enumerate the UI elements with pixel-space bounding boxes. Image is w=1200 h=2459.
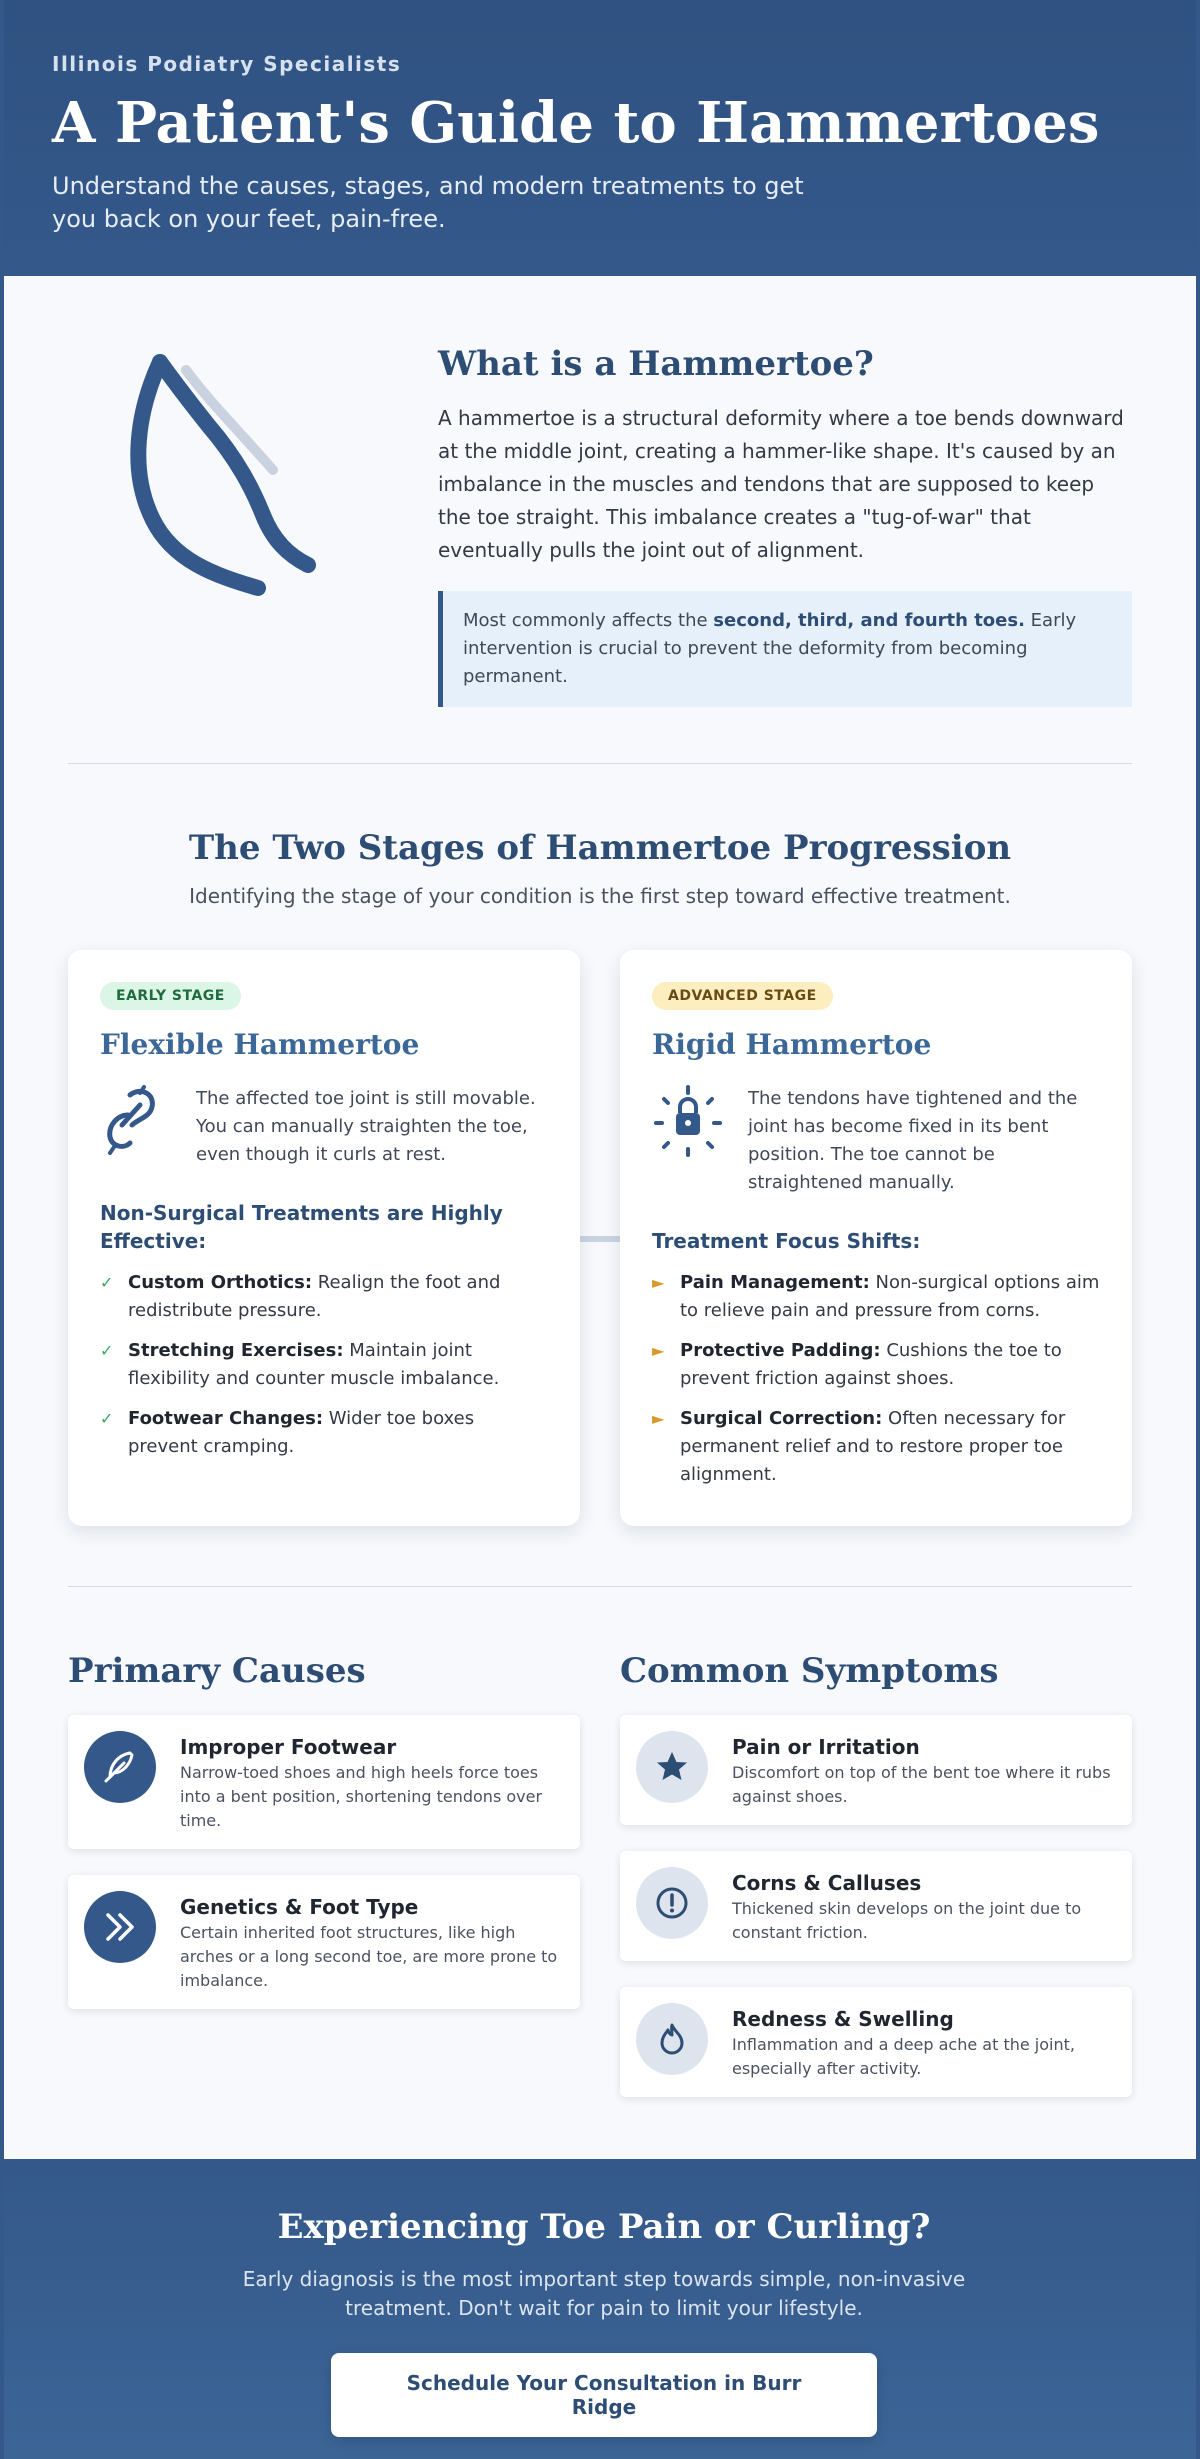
callout [438,591,1132,707]
callout-bold: second, third, and fourth toes. [713,610,1025,631]
flexible-heading: Non-Surgical Treatments are Highly Effective: [100,1201,503,1253]
symptom-text: Thickened skin develops on the joint due to constant friction. [732,1899,1082,1942]
rigid-list [652,1269,1100,1489]
toe-illustration-icon [68,340,438,600]
unlink-icon [100,1085,196,1169]
page-subtitle: Understand the causes, stages, and modern treatments to get you back on your feet, pain-free. [52,172,804,233]
symptom-card [620,1851,1132,1961]
advanced-stage-badge: ADVANCED STAGE [652,982,833,1010]
symptom-title: Corns & Calluses [732,1871,922,1895]
item-text: Often necessary for permanent relief and to restore proper toe alignment. [680,1408,1066,1485]
item-label: Custom Orthotics: [128,1272,313,1293]
footer-title: Experiencing Toe Pain or Curling? [277,2207,931,2247]
symptom-text: Discomfort on top of the bent toe where it rubs against shoes. [732,1763,1111,1806]
stages-title: The Two Stages of Hammertoe Progression [188,828,1012,868]
arrow-icon: ► [652,1341,665,1360]
cause-text: Certain inherited foot structures, like high arches or a long second toe, are more prone to imbalance. [180,1923,558,1990]
lock-icon [652,1085,748,1197]
header [4,0,1196,276]
causes-symptoms-section [4,1587,1196,2123]
star-icon [636,1731,708,1803]
footer-body: Early diagnosis is the most important step towards simple, non-invasive treatment. Don't wait for pain to limit your lifestyle. [242,2267,966,2320]
symptom-title: Redness & Swelling [732,2007,954,2031]
card-flexible [68,950,580,1526]
list-item [652,1405,1100,1489]
symptom-card [620,1715,1132,1825]
flexible-intro-text: The affected toe joint is still movable. You can manually straighten the toe, even though it curls at rest. [196,1088,536,1165]
list-item [652,1337,1100,1393]
list-item [100,1269,548,1325]
item-label: Footwear Changes: [128,1408,324,1429]
item-text: Realign the foot and redistribute pressure. [128,1272,501,1321]
symptom-title: Pain or Irritation [732,1735,920,1759]
symptom-card [620,1987,1132,2097]
flexible-list [100,1269,548,1461]
org-name: Illinois Podiatry Specialists [52,52,402,76]
what-section [4,276,1196,763]
item-text: Cushions the toe to prevent friction against shoes. [680,1340,1062,1389]
early-stage-badge: EARLY STAGE [100,982,241,1010]
what-title: What is a Hammertoe? [438,344,874,384]
stage-cards [68,950,1132,1526]
symptoms-title: Common Symptoms [620,1651,999,1691]
item-text: Wider toe boxes prevent cramping. [128,1408,475,1457]
flexible-intro [100,1085,548,1169]
double-chevron-icon [84,1891,156,1963]
callout-pre: Most commonly affects the [463,610,714,631]
schedule-consultation-button[interactable]: Schedule Your Consultation in Burr Ridge [331,2353,877,2437]
rigid-heading: Treatment Focus Shifts: [652,1229,921,1253]
cause-title: Genetics & Foot Type [180,1895,419,1919]
symptom-text: Inflammation and a deep ache at the joint, especially after activity. [732,2035,1075,2078]
flame-icon [636,2003,708,2075]
item-text: Non-surgical options aim to relieve pain and pressure from corns. [680,1272,1100,1321]
arrow-icon: ► [652,1273,665,1292]
page-title: A Patient's Guide to Hammertoes [52,90,1100,156]
rigid-title: Rigid Hammertoe [652,1028,932,1061]
symptoms-column [620,1651,1132,2123]
footer [4,2159,1200,2459]
alert-icon [636,1867,708,1939]
check-icon: ✓ [100,1341,114,1360]
list-item [100,1337,548,1393]
cause-card [68,1715,580,1849]
card-rigid [620,950,1132,1526]
arrow-icon: ► [652,1409,665,1428]
what-text [438,340,1132,763]
causes-column [68,1651,580,2123]
callout-post: Early intervention is crucial to prevent the deformity from becoming permanent. [463,610,1077,687]
rigid-intro [652,1085,1100,1197]
item-text: Maintain joint flexibility and counter muscle imbalance. [128,1340,500,1389]
cause-card [68,1875,580,2009]
check-icon: ✓ [100,1273,114,1292]
feather-icon [84,1731,156,1803]
rigid-intro-text: The tendons have tightened and the joint has become fixed in its bent position. The toe cannot be straightened manually. [748,1088,1078,1193]
check-icon: ✓ [100,1409,114,1428]
stages-lead: Identifying the stage of your condition is the first step toward effective treatment. [189,884,1011,908]
item-label: Protective Padding: [680,1340,881,1361]
stages-section [4,764,1196,1586]
item-label: Stretching Exercises: [128,1340,344,1361]
causes-title: Primary Causes [68,1651,366,1691]
item-label: Surgical Correction: [680,1408,883,1429]
cause-text: Narrow-toed shoes and high heels force toes into a bent position, shortening tendons over time. [180,1763,543,1830]
cause-title: Improper Footwear [180,1735,397,1759]
list-item [652,1269,1100,1325]
flexible-title: Flexible Hammertoe [100,1028,420,1061]
item-label: Pain Management: [680,1272,870,1293]
list-item [100,1405,548,1461]
what-body: A hammertoe is a structural deformity where a toe bends downward at the middle joint, creating a hammer-like shape. It's caused by an imbalance in the muscles and tendons that are supposed to keep the toe straight. This imbalance creates a "tug-of-war" that eventually pulls the joint out of alignment. [438,406,1124,562]
